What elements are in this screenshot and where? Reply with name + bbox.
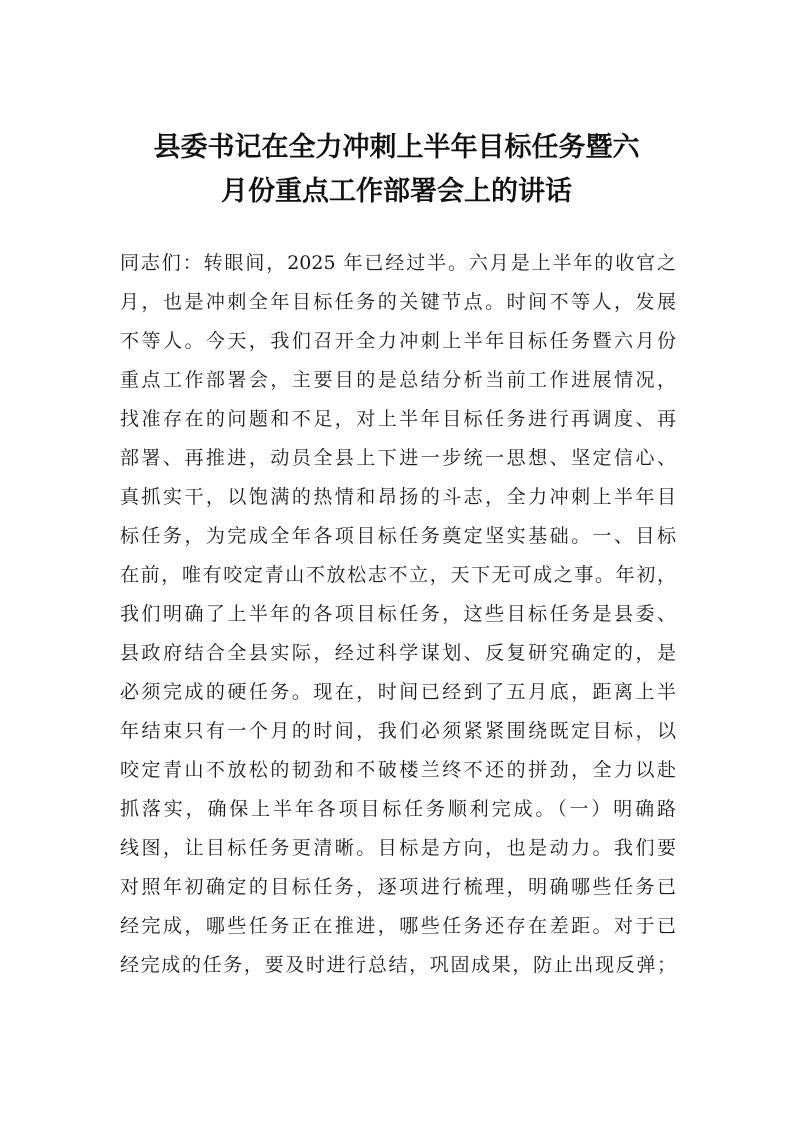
body-line: 标任务，为完成全年各项目标任务奠定坚实基础。一、目标 [120, 525, 676, 547]
title-line: 县委书记在全力冲刺上半年目标任务暨六 [153, 132, 640, 163]
body-line: 抓落实，确保上半年各项目标任务顺利完成。（一）明确路 [120, 798, 676, 820]
body-line: 线图，让目标任务更清晰。目标是方向，也是动力。我们要 [120, 837, 676, 859]
body-line: 经完成，哪些任务正在推进，哪些任务还存在差距。对于已 [120, 915, 676, 937]
body-line: 真抓实干，以饱满的热情和昂扬的斗志，全力冲刺上半年目 [120, 486, 676, 508]
title-line: 月份重点工作部署会上的讲话 [221, 176, 572, 207]
body-line: 县政府结合全县实际，经过科学谋划、反复研究确定的，是 [120, 642, 676, 664]
body-line: 咬定青山不放松的韧劲和不破楼兰终不还的拼劲，全力以赴 [120, 759, 676, 781]
body-line: 对照年初确定的目标任务，逐项进行梳理，明确哪些任务已 [120, 876, 676, 898]
body-line: 年结束只有一个月的时间，我们必须紧紧围绕既定目标，以 [120, 720, 676, 742]
document-title [100, 126, 693, 214]
body-line: 在前，唯有咬定青山不放松志不立，天下无可成之事。年初， [120, 564, 676, 586]
body-line: 不等人。今天，我们召开全力冲刺上半年目标任务暨六月份 [120, 330, 676, 352]
body-line: 重点工作部署会，主要目的是总结分析当前工作进展情况， [120, 369, 676, 391]
body-line: 找准存在的问题和不足，对上半年目标任务进行再调度、再 [120, 408, 676, 430]
body-line: 月，也是冲刺全年目标任务的关键节点。时间不等人，发展 [120, 291, 676, 313]
body-line: 必须完成的硬任务。现在，时间已经到了五月底，距离上半 [120, 681, 676, 703]
body-line: 部署、再推进，动员全县上下进一步统一思想、坚定信心、 [120, 447, 676, 469]
document-body [120, 244, 676, 985]
body-line: 同志们：转眼间，2025 年已经过半。六月是上半年的收官之 [120, 252, 676, 274]
body-line: 我们明确了上半年的各项目标任务，这些目标任务是县委、 [120, 603, 676, 625]
body-line: 经完成的任务，要及时进行总结，巩固成果，防止出现反弹； [120, 954, 676, 976]
